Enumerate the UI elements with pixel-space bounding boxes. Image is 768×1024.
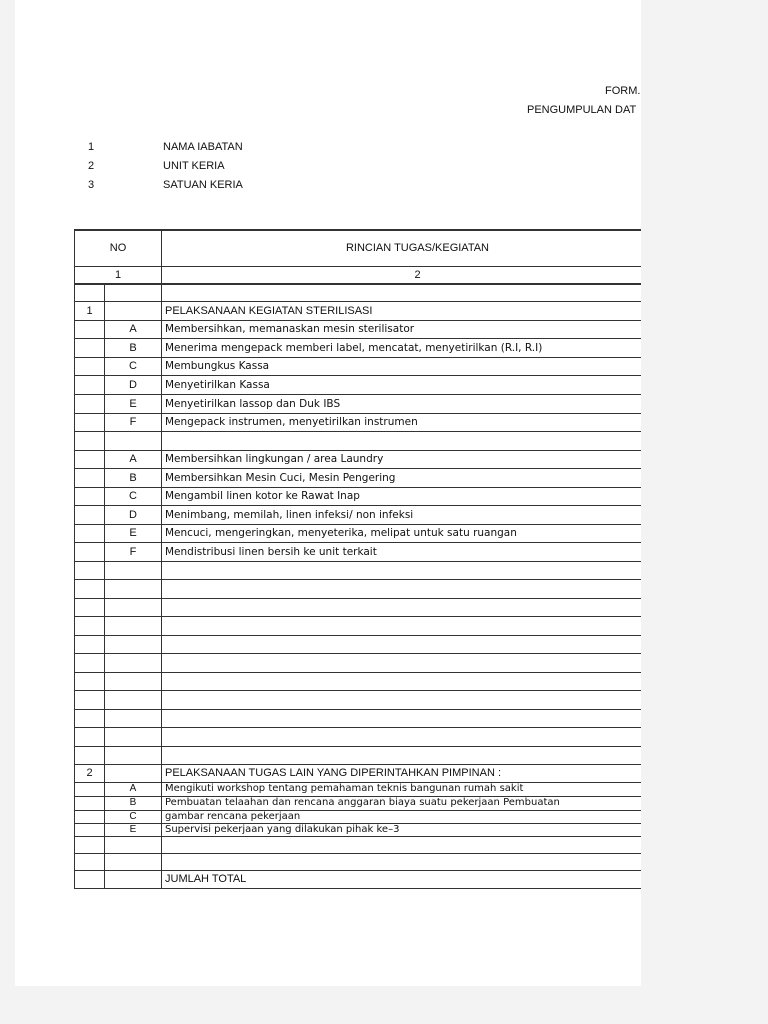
- item-letter: E: [105, 394, 162, 413]
- table-row: [75, 653, 642, 672]
- identity-label: UNIT KERIA: [163, 160, 225, 172]
- identity-label: NAMA IABATAN: [163, 141, 243, 153]
- table-row: [75, 431, 642, 450]
- total-row: [75, 870, 642, 888]
- table-row: [75, 709, 642, 727]
- table-row: [75, 796, 642, 810]
- item-letter: C: [105, 357, 162, 375]
- identity-number: 3: [88, 179, 95, 191]
- table-row: [75, 823, 642, 836]
- identity-number: 1: [88, 141, 95, 153]
- item-letter: D: [105, 505, 162, 524]
- table-row: [75, 468, 642, 487]
- table-row: [75, 635, 642, 653]
- document-page: [15, 0, 641, 986]
- task-table: [74, 229, 641, 889]
- item-letter: D: [105, 375, 162, 394]
- column-header-no: NO: [75, 230, 162, 266]
- table-row: [75, 579, 642, 598]
- table-row: [75, 542, 642, 561]
- identity-number: 2: [88, 160, 95, 172]
- item-letter: F: [105, 413, 162, 431]
- item-task: Menyetirilkan lassop dan Duk IBS: [162, 394, 642, 413]
- table-row: [75, 672, 642, 690]
- item-letter: E: [105, 823, 162, 836]
- table-row: [75, 394, 642, 413]
- table-row: [75, 487, 642, 505]
- item-task: Mengambil linen kotor ke Rawat Inap: [162, 487, 642, 505]
- item-letter: C: [105, 487, 162, 505]
- table-row: [75, 810, 642, 823]
- table-row: [75, 853, 642, 870]
- table-row: [75, 450, 642, 468]
- section-title: PELAKSANAAN TUGAS LAIN YANG DIPERINTAHKAN PIMPINAN :: [162, 764, 642, 782]
- table-row: [75, 746, 642, 764]
- item-letter: B: [105, 796, 162, 810]
- total-label: JUMLAH TOTAL: [162, 870, 642, 888]
- column-number: 2: [162, 266, 642, 284]
- item-task: Membersihkan lingkungan / area Laundry: [162, 450, 642, 468]
- item-task: Mengepack instrumen, menyetirilkan instrumen: [162, 413, 642, 431]
- table-row: [75, 505, 642, 524]
- item-letter: B: [105, 468, 162, 487]
- table-row: [75, 320, 642, 338]
- section-number: 1: [75, 301, 105, 320]
- table-row: [75, 413, 642, 431]
- item-task: Mengikuti workshop tentang pemahaman teknis bangunan rumah sakit: [162, 782, 642, 796]
- column-number-row: [75, 266, 642, 284]
- section-title: PELAKSANAAN KEGIATAN STERILISASI: [162, 301, 642, 320]
- item-task: Pembuatan telaahan dan rencana anggaran biaya suatu pekerjaan Pembuatan: [162, 796, 642, 810]
- item-task: gambar rencana pekerjaan: [162, 810, 642, 823]
- table-row: [75, 727, 642, 746]
- item-letter: A: [105, 320, 162, 338]
- section-row: [75, 301, 642, 320]
- item-letter: A: [105, 450, 162, 468]
- column-number: 1: [75, 266, 162, 284]
- table-row: [75, 561, 642, 579]
- table-row: [75, 338, 642, 357]
- form-label: FORM.: [605, 85, 641, 97]
- item-letter: E: [105, 524, 162, 542]
- table-row: [75, 524, 642, 542]
- item-task: Membersihkan, memanaskan mesin sterilisator: [162, 320, 642, 338]
- item-task: Menimbang, memilah, linen infeksi/ non infeksi: [162, 505, 642, 524]
- table-header-row: [75, 230, 642, 266]
- item-task: Menerima mengepack memberi label, mencatat, menyetirilkan (R.I, R.I): [162, 338, 642, 357]
- section-number: 2: [75, 764, 105, 782]
- table-row: [75, 284, 642, 301]
- table-row: [75, 690, 642, 709]
- item-letter: A: [105, 782, 162, 796]
- table-row: [75, 782, 642, 796]
- item-task: Mencuci, mengeringkan, menyeterika, melipat untuk satu ruangan: [162, 524, 642, 542]
- column-header-task: RINCIAN TUGAS/KEGIATAN: [162, 230, 642, 266]
- item-task: Membersihkan Mesin Cuci, Mesin Pengering: [162, 468, 642, 487]
- item-task: Supervisi pekerjaan yang dilakukan pihak ke–3: [162, 823, 642, 836]
- item-letter: C: [105, 810, 162, 823]
- form-subtitle: PENGUMPULAN DAT: [527, 104, 637, 116]
- table-row: [75, 836, 642, 853]
- item-letter: B: [105, 338, 162, 357]
- table-row: [75, 375, 642, 394]
- item-task: Membungkus Kassa: [162, 357, 642, 375]
- table-row: [75, 616, 642, 635]
- section-row: [75, 764, 642, 782]
- table-row: [75, 598, 642, 616]
- identity-label: SATUAN KERIA: [163, 179, 243, 191]
- table-row: [75, 357, 642, 375]
- item-letter: F: [105, 542, 162, 561]
- item-task: Mendistribusi linen bersih ke unit terkait: [162, 542, 642, 561]
- item-task: Menyetirilkan Kassa: [162, 375, 642, 394]
